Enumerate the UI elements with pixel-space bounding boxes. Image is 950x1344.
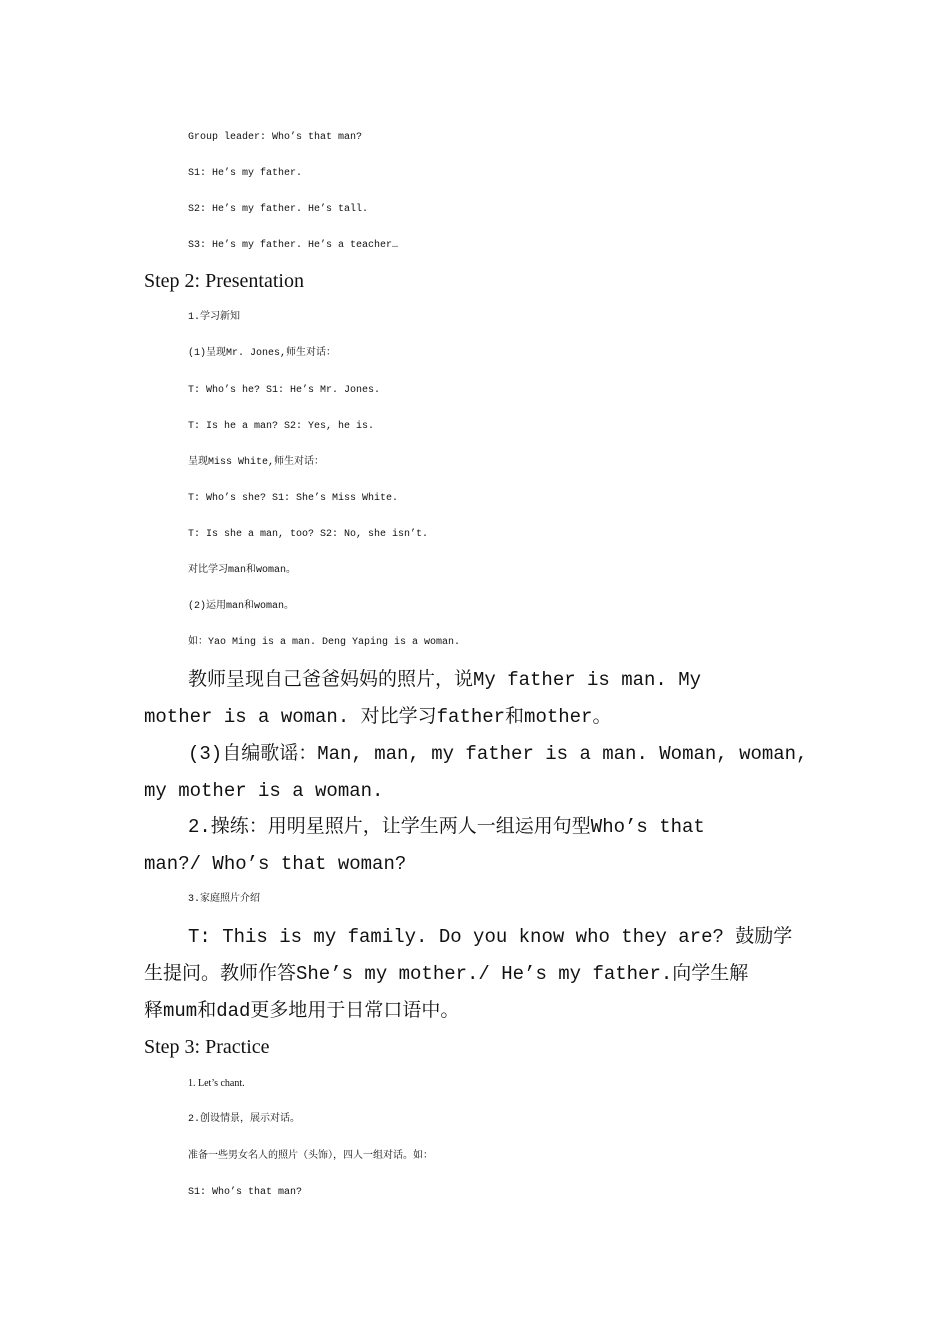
text-line: (2)运用man和woman。 [188, 601, 295, 612]
text-line: S1: He’s my father. [188, 168, 303, 179]
text-line: mother is a woman. 对比学习father和mother。 [144, 706, 612, 728]
section-heading: Step 2: Presentation [144, 270, 304, 292]
text-line: 准备一些男女名人的照片（头饰），四人一组对话。如： [188, 1151, 433, 1162]
text-line: Group leader: Who’s that man? [188, 132, 363, 143]
text-line: 呈现Miss White,师生对话： [188, 457, 325, 468]
text-line: 对比学习man和woman。 [188, 565, 297, 576]
text-line: T: Who’s he? S1: He’s Mr. Jones. [188, 385, 381, 396]
text-line: 1. Let’s chant. [188, 1078, 245, 1089]
text-line: S2: He’s my father. He’s tall. [188, 204, 369, 215]
text-line: 释mum和dad更多地用于日常口语中。 [144, 1000, 460, 1022]
text-line: man?/ Who’s that woman? [144, 853, 407, 875]
text-line: my mother is a woman. [144, 780, 384, 802]
text-line: 教师呈现自己爸爸妈妈的照片，说My father is man. My [188, 669, 702, 691]
section-heading: Step 3: Practice [144, 1036, 270, 1058]
text-line: 3.家庭照片介绍 [188, 894, 261, 905]
text-line: T: This is my family. Do you know who they are? 鼓励学 [188, 926, 793, 948]
text-line: 2.操练：用明星照片，让学生两人一组运用句型Who’s that [188, 816, 705, 838]
text-line: S1: Who’s that man? [188, 1187, 303, 1198]
text-line: (3)自编歌谣：Man, man, my father is a man. Woman, woman, [188, 743, 808, 765]
text-line: 1.学习新知 [188, 312, 241, 323]
text-line: 生提问。教师作答She’s my mother./ He’s my father.向学生解 [144, 963, 749, 985]
text-line: 2.创设情景，展示对话。 [188, 1114, 301, 1125]
text-line: T: Is he a man? S2: Yes, he is. [188, 421, 375, 432]
text-line: 如：Yao Ming is a man. Deng Yaping is a woman. [188, 637, 461, 648]
text-line: (1)呈现Mr. Jones,师生对话： [188, 348, 337, 359]
text-line: T: Is she a man, too? S2: No, she isn’t. [188, 529, 429, 540]
text-line: T: Who’s she? S1: She’s Miss White. [188, 493, 399, 504]
text-line: S3: He’s my father. He’s a teacher… [188, 240, 399, 251]
